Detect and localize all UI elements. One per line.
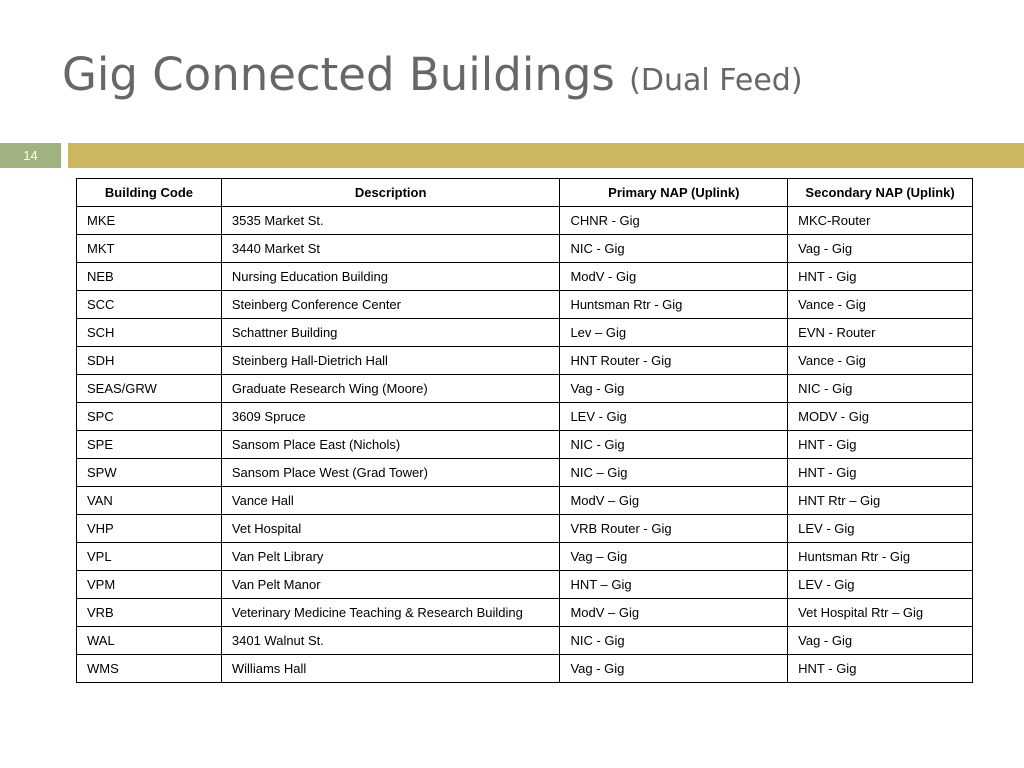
building-code-cell: VAN (77, 487, 222, 515)
table-row (77, 403, 973, 431)
slide-title (62, 48, 803, 102)
secondary-nap-cell: Vag - Gig (788, 235, 973, 263)
description-cell: Veterinary Medicine Teaching & Research Building (221, 599, 560, 627)
building-code-cell: SEAS/GRW (77, 375, 222, 403)
secondary-nap-cell: MKC-Router (788, 207, 973, 235)
description-cell: Sansom Place East (Nichols) (221, 431, 560, 459)
secondary-nap-cell: HNT - Gig (788, 431, 973, 459)
description-cell: Van Pelt Manor (221, 571, 560, 599)
secondary-nap-cell: Vet Hospital Rtr – Gig (788, 599, 973, 627)
secondary-nap-cell: Vance - Gig (788, 347, 973, 375)
secondary-nap-cell: HNT - Gig (788, 263, 973, 291)
primary-nap-cell: NIC – Gig (560, 459, 788, 487)
description-cell: Steinberg Conference Center (221, 291, 560, 319)
description-cell: 3401 Walnut St. (221, 627, 560, 655)
description-cell: Graduate Research Wing (Moore) (221, 375, 560, 403)
description-cell: Vance Hall (221, 487, 560, 515)
table-row (77, 627, 973, 655)
primary-nap-cell: HNT Router - Gig (560, 347, 788, 375)
table-row (77, 263, 973, 291)
building-code-cell: SPC (77, 403, 222, 431)
building-code-cell: VRB (77, 599, 222, 627)
description-cell: Schattner Building (221, 319, 560, 347)
primary-nap-cell: CHNR - Gig (560, 207, 788, 235)
table-header-row (77, 179, 973, 207)
primary-nap-cell: Vag - Gig (560, 655, 788, 683)
secondary-nap-cell: HNT - Gig (788, 655, 973, 683)
building-code-cell: SDH (77, 347, 222, 375)
table-row (77, 375, 973, 403)
table-row (77, 207, 973, 235)
building-code-cell: WMS (77, 655, 222, 683)
primary-nap-cell: ModV – Gig (560, 599, 788, 627)
building-code-cell: SCH (77, 319, 222, 347)
primary-nap-cell: NIC - Gig (560, 627, 788, 655)
primary-nap-cell: Huntsman Rtr - Gig (560, 291, 788, 319)
description-cell: Sansom Place West (Grad Tower) (221, 459, 560, 487)
building-code-cell: VHP (77, 515, 222, 543)
building-code-cell: SCC (77, 291, 222, 319)
secondary-nap-cell: Vance - Gig (788, 291, 973, 319)
building-code-cell: MKT (77, 235, 222, 263)
slide-title-subtitle: (Dual Feed) (629, 63, 803, 98)
building-code-cell: NEB (77, 263, 222, 291)
title-rule-bar (68, 143, 1024, 168)
secondary-nap-cell: NIC - Gig (788, 375, 973, 403)
table-body (77, 207, 973, 683)
header-description: Description (221, 179, 560, 207)
building-code-cell: VPM (77, 571, 222, 599)
primary-nap-cell: NIC - Gig (560, 235, 788, 263)
primary-nap-cell: ModV - Gig (560, 263, 788, 291)
table-row (77, 235, 973, 263)
building-code-cell: SPE (77, 431, 222, 459)
table-row (77, 347, 973, 375)
table-row (77, 515, 973, 543)
primary-nap-cell: Vag – Gig (560, 543, 788, 571)
description-cell: 3535 Market St. (221, 207, 560, 235)
slide-number: 14 (0, 143, 61, 168)
primary-nap-cell: Lev – Gig (560, 319, 788, 347)
building-code-cell: VPL (77, 543, 222, 571)
secondary-nap-cell: EVN - Router (788, 319, 973, 347)
building-code-cell: WAL (77, 627, 222, 655)
table-row (77, 599, 973, 627)
table-row (77, 655, 973, 683)
description-cell: Vet Hospital (221, 515, 560, 543)
secondary-nap-cell: LEV - Gig (788, 515, 973, 543)
primary-nap-cell: HNT – Gig (560, 571, 788, 599)
table-row (77, 431, 973, 459)
primary-nap-cell: ModV – Gig (560, 487, 788, 515)
table-row (77, 459, 973, 487)
secondary-nap-cell: Huntsman Rtr - Gig (788, 543, 973, 571)
secondary-nap-cell: HNT Rtr – Gig (788, 487, 973, 515)
primary-nap-cell: LEV - Gig (560, 403, 788, 431)
secondary-nap-cell: Vag - Gig (788, 627, 973, 655)
table-row (77, 571, 973, 599)
table-row (77, 543, 973, 571)
secondary-nap-cell: MODV - Gig (788, 403, 973, 431)
primary-nap-cell: VRB Router - Gig (560, 515, 788, 543)
description-cell: Nursing Education Building (221, 263, 560, 291)
buildings-table (76, 178, 973, 683)
description-cell: 3440 Market St (221, 235, 560, 263)
description-cell: Williams Hall (221, 655, 560, 683)
building-code-cell: MKE (77, 207, 222, 235)
header-secondary-nap: Secondary NAP (Uplink) (788, 179, 973, 207)
table-row (77, 319, 973, 347)
description-cell: Steinberg Hall-Dietrich Hall (221, 347, 560, 375)
header-building-code: Building Code (77, 179, 222, 207)
building-code-cell: SPW (77, 459, 222, 487)
table-row (77, 487, 973, 515)
header-primary-nap: Primary NAP (Uplink) (560, 179, 788, 207)
slide-title-main: Gig Connected Buildings (62, 48, 615, 101)
description-cell: 3609 Spruce (221, 403, 560, 431)
table-row (77, 291, 973, 319)
secondary-nap-cell: LEV - Gig (788, 571, 973, 599)
primary-nap-cell: NIC - Gig (560, 431, 788, 459)
secondary-nap-cell: HNT - Gig (788, 459, 973, 487)
primary-nap-cell: Vag - Gig (560, 375, 788, 403)
description-cell: Van Pelt Library (221, 543, 560, 571)
